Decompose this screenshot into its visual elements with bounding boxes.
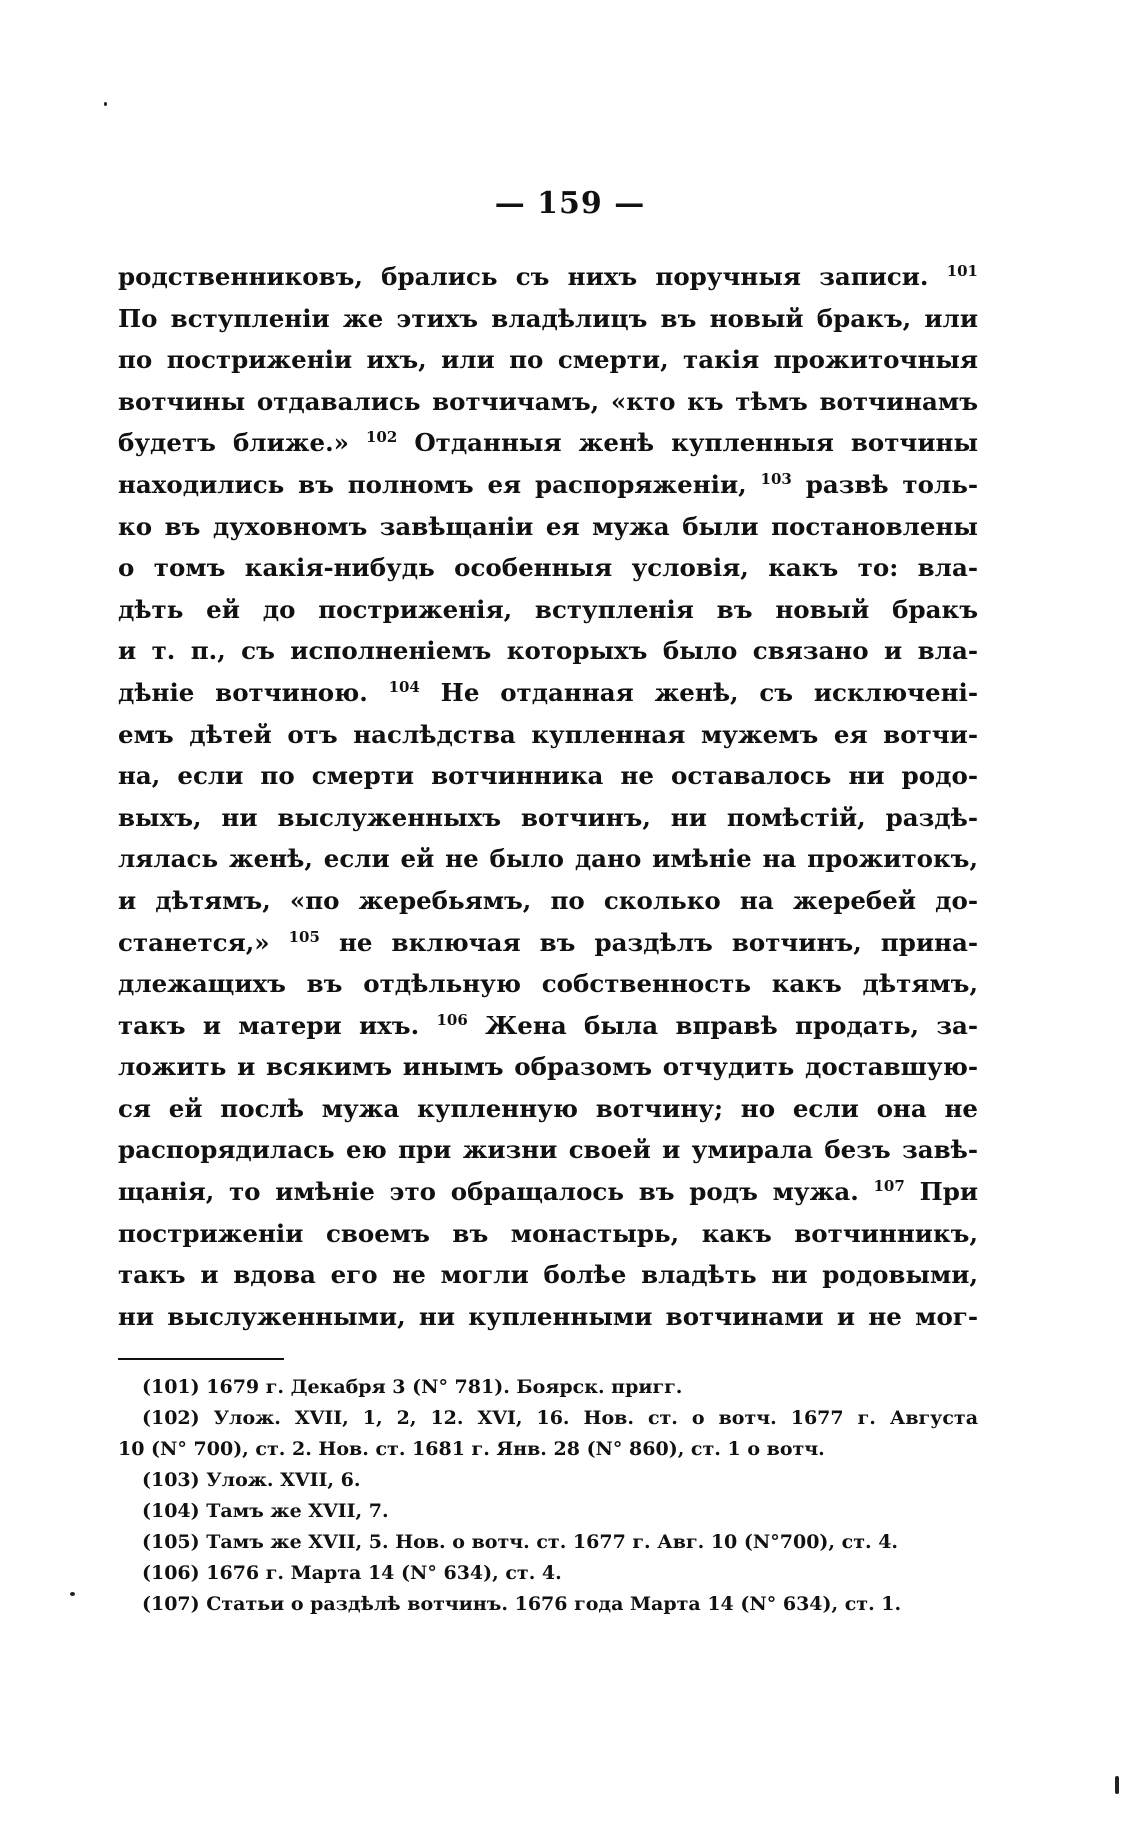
text-line: такъ и матери ихъ. $^{106}$ Жена была вправѣ продать, за- — [118, 1010, 978, 1040]
footnote-divider — [118, 1358, 284, 1360]
footnote-ref: 106 — [436, 1010, 468, 1029]
text-line: дѣніе вотчиною. $^{104}$ Не отданная женѣ, съ исключені- — [118, 677, 978, 707]
text-line: на, если по смерти вотчинника не оставалось ни родо- — [118, 761, 978, 791]
footnote-line: (106) 1676 г. Марта 14 (N° 634), ст. 4. — [142, 1562, 562, 1584]
footnote-line: (107) Статьи о раздѣлѣ вотчинъ. 1676 года Марта 14 (N° 634), ст. 1. — [142, 1593, 902, 1615]
text-line: постриженіи своемъ въ монастырь, какъ вотчинникъ, — [118, 1218, 978, 1248]
print-speck — [104, 102, 107, 106]
text-line: длежащихъ въ отдѣльную собственность какъ дѣтямъ, — [118, 969, 978, 999]
text-line: ни выслуженными, ни купленными вотчинами и не мог- — [118, 1301, 978, 1331]
footnote-ref: 102 — [365, 428, 398, 447]
text-line: ко въ духовномъ завѣщаніи ея мужа были постановлены — [118, 511, 978, 541]
footnote-line: (104) Тамъ же XVII, 7. — [142, 1500, 389, 1522]
text-line: распорядилась ею при жизни своей и умирала безъ завѣ- — [118, 1135, 978, 1165]
footnote-line: (105) Тамъ же XVII, 5. Нов. о вотч. ст. 1677 г. Авг. 10 (N°700), ст. 4. — [142, 1531, 899, 1553]
body-text — [118, 256, 978, 1337]
footnotes — [118, 1372, 978, 1620]
text-line: емъ дѣтей отъ наслѣдства купленная мужемъ ея вотчи- — [118, 719, 978, 749]
text-line: станется,» $^{105}$ не включая въ раздѣлъ вотчинъ, прина- — [118, 927, 978, 957]
text-line: дѣть ей до постриженія, вступленія въ новый бракъ — [118, 594, 978, 624]
footnote-line: (101) 1679 г. Декабря 3 (N° 781). Боярск. пригг. — [142, 1376, 683, 1398]
text-line: лялась женѣ, если ей не было дано имѣніе на прожитокъ, — [118, 844, 978, 874]
text-line: и т. п., съ исполненіемъ которыхъ было связано и вла- — [118, 636, 978, 666]
text-line: ся ей послѣ мужа купленную вотчину; но если она не — [118, 1093, 978, 1123]
footnote-line: 10 (N° 700), ст. 2. Нов. ст. 1681 г. Янв. 28 (N° 860), ст. 1 о вотч. — [118, 1438, 825, 1460]
footnote-line: (103) Улож. XVII, 6. — [142, 1469, 361, 1491]
footnote-ref: 104 — [388, 677, 420, 696]
text-line: такъ и вдова его не могли болѣе владѣть ни родовыми, — [118, 1260, 978, 1290]
text-line: по постриженіи ихъ, или по смерти, такія прожиточныя — [118, 345, 978, 375]
text-line: ложить и всякимъ инымъ образомъ отчудить доставшую- — [118, 1052, 978, 1082]
text-line: и дѣтямъ, «по жеребьямъ, по сколько на жеребей до- — [118, 885, 978, 915]
text-line: выхъ, ни выслуженныхъ вотчинъ, ни помѣстій, раздѣ- — [118, 802, 978, 832]
text-line: щанія, то имѣніе это обращалось въ родъ мужа. $^{107}$ При — [118, 1177, 978, 1207]
text-line: По вступленіи же этихъ владѣлицъ въ новый бракъ, или — [118, 303, 978, 333]
footnote-ref: 101 — [946, 262, 978, 280]
footnote-ref: 107 — [873, 1177, 905, 1196]
text-line: родственниковъ, брались съ нихъ поручныя записи. $^{101}$ — [118, 262, 978, 291]
footnote-ref: 105 — [288, 927, 320, 946]
text-line: находились въ полномъ ея распоряженіи, $^{103}$ развѣ толь- — [118, 469, 978, 499]
page-number: — 159 — — [494, 186, 646, 221]
text-line: будетъ ближе.» $^{102}$ Отданныя женѣ купленныя вотчины — [118, 428, 978, 458]
footnote-line: (102) Улож. XVII, 1, 2, 12. XVI, 16. Нов. ст. о вотч. 1677 г. Августа — [142, 1407, 978, 1429]
print-speck — [70, 1592, 75, 1596]
print-speck — [1115, 1776, 1119, 1794]
footnote-ref: 103 — [760, 469, 792, 488]
text-line: вотчины отдавались вотчичамъ, «кто къ тѣмъ вотчинамъ — [118, 386, 978, 416]
text-line: о томъ какія-нибудь особенныя условія, какъ то: вла- — [118, 553, 978, 583]
